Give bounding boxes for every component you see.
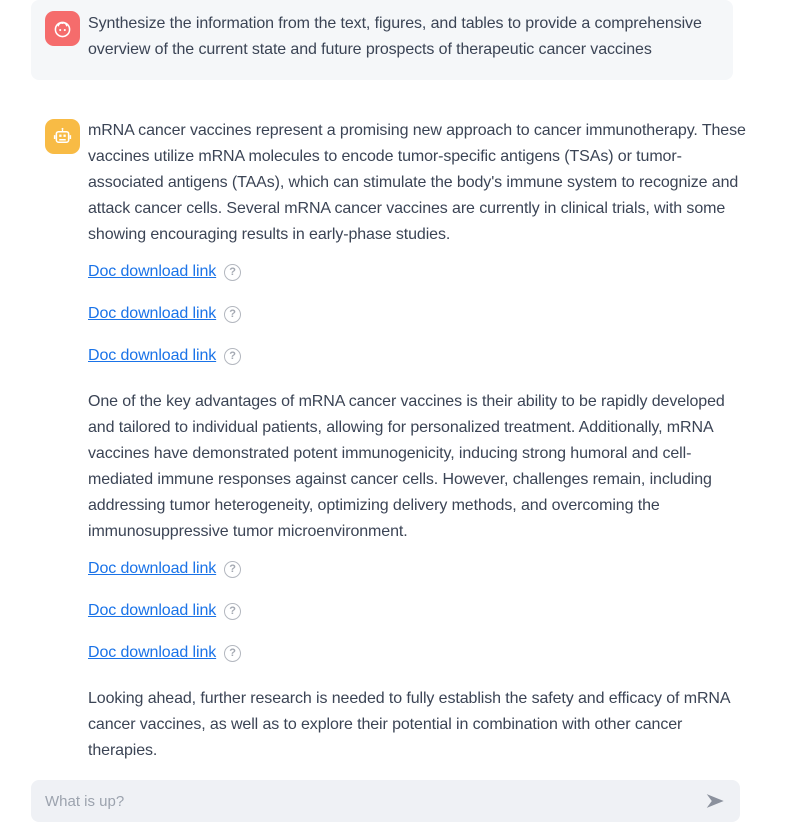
assistant-avatar (45, 119, 80, 154)
doc-download-link[interactable]: Doc download link (88, 263, 217, 280)
user-message (31, 0, 733, 80)
doc-link-row (88, 644, 748, 662)
doc-download-link[interactable]: Doc download link (88, 602, 217, 619)
doc-link-row (88, 263, 748, 281)
send-button[interactable] (704, 790, 726, 812)
doc-link-row (88, 347, 748, 365)
circle-question-icon[interactable]: ? (224, 306, 241, 323)
circle-question-icon[interactable]: ? (224, 561, 241, 578)
boy-face-icon (51, 17, 74, 40)
robot-icon (51, 125, 74, 148)
doc-download-link[interactable]: Doc download link (88, 305, 217, 322)
assistant-paragraph-2: One of the key advantages of mRNA cancer vaccines is their ability to be rapidly developed and tailored to individual patients, allowing for personalized treatment. Additionally, mRNA vaccines have demonstrated potent immunogenicity, inducing strong humoral and cell-mediated immune responses against cancer cells. However, challenges remain, including addressing tumor heterogeneity, optimizing delivery methods, and overcoming the immunosuppressive tumor microenvironment. (88, 393, 725, 540)
chat-input[interactable] (43, 792, 704, 811)
circle-question-icon[interactable]: ? (224, 348, 241, 365)
user-message-text: Synthesize the information from the text, figures, and tables to provide a comprehensive overview of the current state and future prospects of therapeutic cancer vaccines (88, 15, 702, 58)
assistant-message (45, 118, 793, 764)
message-composer (31, 780, 740, 822)
circle-question-icon[interactable]: ? (224, 645, 241, 662)
circle-question-icon[interactable]: ? (224, 603, 241, 620)
circle-question-icon[interactable]: ? (224, 264, 241, 281)
assistant-paragraph-3: Looking ahead, further research is needed to fully establish the safety and efficacy of mRNA cancer vaccines, as well as to explore their potential in combination with other cancer therapies. (88, 690, 730, 759)
doc-download-link[interactable]: Doc download link (88, 644, 217, 661)
doc-link-row (88, 305, 748, 323)
doc-download-link[interactable]: Doc download link (88, 560, 217, 577)
user-avatar (45, 11, 80, 46)
doc-link-row (88, 602, 748, 620)
assistant-message-body (88, 118, 748, 764)
doc-download-link[interactable]: Doc download link (88, 347, 217, 364)
assistant-paragraph-1: mRNA cancer vaccines represent a promising new approach to cancer immunotherapy. These vaccines utilize mRNA molecules to encode tumor-specific antigens (TSAs) or tumor-associated antigens (TAAs), which can stimulate the body's immune system to recognize and attack cancer cells. Several mRNA cancer vaccines are currently in clinical trials, with some showing encouraging results in early-phase studies. (88, 122, 746, 243)
doc-link-row (88, 560, 748, 578)
send-arrow-icon (704, 790, 726, 812)
